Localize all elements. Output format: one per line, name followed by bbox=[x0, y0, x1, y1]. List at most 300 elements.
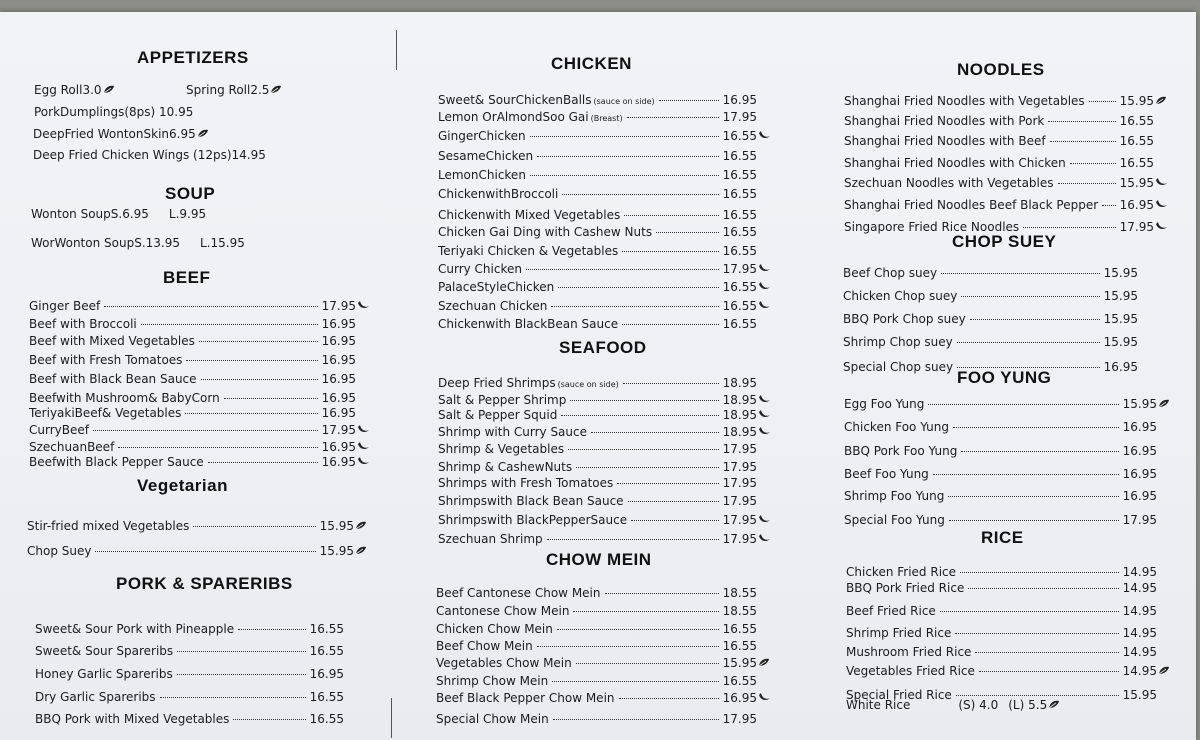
leaf-icon bbox=[1155, 96, 1167, 105]
leader-dots bbox=[1070, 163, 1116, 164]
leader-dots bbox=[622, 324, 719, 325]
menu-item bbox=[438, 298, 770, 314]
menu-item bbox=[844, 155, 1167, 171]
menu-item bbox=[27, 518, 367, 534]
item-name: Sweet& SourChickenBalls bbox=[438, 93, 592, 107]
leader-dots bbox=[957, 342, 1100, 343]
spicy-icon bbox=[357, 424, 369, 434]
item-price: 16.55 bbox=[1119, 134, 1154, 148]
noodles-heading: NOODLES bbox=[957, 60, 1045, 79]
menu-item bbox=[438, 167, 770, 183]
item-price: 16.55 bbox=[722, 244, 757, 258]
item-name: Shanghai Fried Noodles with Vegetables bbox=[844, 94, 1085, 108]
item-price: 16.95 bbox=[321, 372, 356, 386]
menu-item bbox=[438, 475, 770, 491]
item-name: Beef Black Pepper Chow Mein bbox=[436, 691, 615, 705]
item-price: 17.95 bbox=[1119, 220, 1154, 234]
item-price: 15.95 bbox=[1122, 397, 1157, 411]
menu-item-wonton-skin: DeepFried WontonSkin 6.95 bbox=[33, 126, 371, 142]
item-price: 16.95 bbox=[321, 406, 356, 420]
item-price: 15.95 bbox=[319, 544, 354, 558]
item-price: 16.95 bbox=[321, 391, 356, 405]
item-price: 17.95 bbox=[321, 299, 356, 313]
item-price: 16.55 bbox=[722, 208, 757, 222]
leader-dots bbox=[627, 117, 719, 118]
leader-dots bbox=[553, 719, 719, 720]
item-name: PalaceStyleChicken bbox=[438, 280, 555, 294]
chicken-heading: CHICKEN bbox=[551, 54, 632, 73]
leader-dots bbox=[118, 447, 317, 448]
menu-item bbox=[35, 643, 357, 659]
item-name: Mushroom Fried Rice bbox=[846, 645, 972, 659]
menu-item bbox=[844, 488, 1170, 504]
item-name: ChickenwithBroccoli bbox=[438, 187, 559, 201]
item-price: 16.95 bbox=[722, 93, 757, 107]
menu-item bbox=[438, 441, 770, 457]
leader-dots bbox=[624, 215, 718, 216]
menu-item bbox=[846, 580, 1170, 596]
menu-item bbox=[438, 243, 770, 259]
item-name: SzechuanBeef bbox=[29, 440, 115, 454]
item-price: 16.55 bbox=[722, 317, 757, 331]
item-price: 16.55 bbox=[722, 622, 757, 636]
leader-dots bbox=[557, 629, 719, 630]
item-price: 16.55 bbox=[309, 690, 344, 704]
item-price: 16.95 bbox=[321, 440, 356, 454]
item-name: Shrimp & CashewNuts bbox=[438, 460, 573, 474]
menu-item bbox=[438, 92, 770, 108]
leader-dots bbox=[141, 324, 318, 325]
leader-dots bbox=[547, 539, 719, 540]
menu-item bbox=[35, 621, 357, 637]
leader-dots bbox=[573, 611, 718, 612]
spicy-icon bbox=[1155, 177, 1167, 187]
spicy-icon bbox=[758, 533, 770, 543]
item-name: Beef with Fresh Tomatoes bbox=[29, 353, 183, 367]
item-note: (sauce on side) bbox=[593, 97, 655, 106]
menu-item-chicken-wings: Deep Fried Chicken Wings (12ps) 14.95 bbox=[33, 148, 266, 162]
leader-dots bbox=[659, 100, 719, 101]
item-price: 18.95 bbox=[722, 408, 757, 422]
item-name: Shrimp Foo Yung bbox=[844, 489, 945, 503]
menu-item bbox=[29, 316, 369, 332]
item-note: (sauce on side) bbox=[557, 380, 619, 389]
leader-dots bbox=[104, 306, 317, 307]
leader-dots bbox=[933, 474, 1119, 475]
leader-dots bbox=[970, 319, 1100, 320]
item-name: Szechuan Chicken bbox=[438, 299, 548, 313]
spicy-icon bbox=[758, 263, 770, 273]
item-price: 16.55 bbox=[309, 712, 344, 726]
item-name: Curry Chicken bbox=[438, 262, 522, 276]
item-price: 18.55 bbox=[722, 586, 757, 600]
spicy-icon bbox=[758, 409, 770, 419]
leader-dots bbox=[979, 671, 1119, 672]
item-price: 16.95 bbox=[722, 691, 757, 705]
item-price: 17.95 bbox=[1122, 513, 1157, 527]
leader-dots bbox=[975, 652, 1118, 653]
item-name: Special Fried Rice bbox=[846, 688, 952, 702]
item-name: Chickenwith Mixed Vegetables bbox=[438, 208, 621, 222]
menu-item bbox=[843, 288, 1151, 304]
item-price: 16.95 bbox=[321, 455, 356, 469]
item-name: Deep Fried Shrimps bbox=[438, 376, 556, 390]
seafood-heading: SEAFOOD bbox=[559, 338, 647, 357]
item-name: Beef Cantonese Chow Mein bbox=[436, 586, 601, 600]
item-name: LemonChicken bbox=[438, 168, 526, 182]
leader-dots bbox=[928, 404, 1118, 405]
item-name: Egg Foo Yung bbox=[844, 397, 925, 411]
leader-dots bbox=[1023, 227, 1115, 228]
item-name: Beef Foo Yung bbox=[844, 467, 929, 481]
item-name: Shanghai Fried Noodles with Beef bbox=[844, 134, 1046, 148]
spicy-icon bbox=[758, 394, 770, 404]
item-name: GingerChicken bbox=[438, 129, 526, 143]
menu-item bbox=[846, 603, 1170, 619]
item-price: 18.95 bbox=[722, 425, 757, 439]
menu-item bbox=[843, 311, 1151, 327]
item-price: 16.55 bbox=[309, 622, 344, 636]
item-name: Szechuan Noodles with Vegetables bbox=[844, 176, 1054, 190]
item-name: Szechuan Shrimp bbox=[438, 532, 543, 546]
item-price: 16.55 bbox=[722, 187, 757, 201]
spicy-icon bbox=[357, 441, 369, 451]
item-name: Chickenwith BlackBean Sauce bbox=[438, 317, 619, 331]
leader-dots bbox=[185, 413, 317, 414]
item-price: 16.95 bbox=[321, 353, 356, 367]
menu-item bbox=[29, 439, 369, 455]
leader-dots bbox=[561, 415, 718, 416]
leader-dots bbox=[530, 136, 719, 137]
menu-item bbox=[29, 333, 369, 349]
column-divider bbox=[396, 30, 397, 70]
foo-yung-heading: FOO YUNG bbox=[957, 368, 1052, 387]
leader-dots bbox=[617, 483, 718, 484]
item-name: Special Foo Yung bbox=[844, 513, 945, 527]
menu-item bbox=[844, 443, 1170, 459]
menu-item bbox=[29, 390, 369, 406]
item-price: 16.55 bbox=[722, 225, 757, 239]
item-price: 14.95 bbox=[1122, 626, 1157, 640]
menu-item bbox=[844, 419, 1170, 435]
leaf-icon bbox=[1158, 666, 1170, 675]
item-name: Chicken Gai Ding with Cashew Nuts bbox=[438, 225, 653, 239]
menu-item bbox=[436, 638, 770, 654]
menu-item-white-rice: White Rice (S) 4.0 (L) 5.5 bbox=[846, 697, 1170, 713]
item-name: Vegetables Chow Mein bbox=[436, 656, 572, 670]
item-name: Shrimpswith BlackPepperSauce bbox=[438, 513, 628, 527]
item-price: 14.95 bbox=[1122, 565, 1157, 579]
column-divider bbox=[391, 698, 392, 738]
spicy-icon bbox=[758, 692, 770, 702]
menu-item bbox=[29, 371, 369, 387]
item-price: 16.55 bbox=[722, 129, 757, 143]
leaf-icon bbox=[355, 546, 367, 555]
leader-dots bbox=[1102, 205, 1116, 206]
spicy-icon bbox=[758, 300, 770, 310]
item-name: Shrimpswith Black Bean Sauce bbox=[438, 494, 624, 508]
menu-item bbox=[438, 207, 770, 223]
menu-item bbox=[436, 585, 770, 601]
item-price: 16.55 bbox=[722, 149, 757, 163]
item-name: Shanghai Fried Noodles Beef Black Pepper bbox=[844, 198, 1099, 212]
leader-dots bbox=[552, 681, 718, 682]
menu-item bbox=[438, 493, 770, 509]
rice-heading: RICE bbox=[981, 528, 1024, 547]
leader-dots bbox=[949, 520, 1119, 521]
menu-item bbox=[436, 711, 770, 727]
menu-item bbox=[438, 512, 770, 528]
item-price: 16.55 bbox=[1119, 156, 1154, 170]
item-price: 18.95 bbox=[722, 393, 757, 407]
spicy-icon bbox=[758, 426, 770, 436]
menu-item bbox=[844, 466, 1170, 482]
item-name: BBQ Pork with Mixed Vegetables bbox=[35, 712, 230, 726]
menu-item bbox=[29, 454, 369, 470]
leader-dots bbox=[605, 593, 719, 594]
leader-dots bbox=[95, 551, 315, 552]
leader-dots bbox=[193, 526, 315, 527]
menu-item bbox=[438, 128, 770, 144]
menu-item bbox=[846, 663, 1170, 679]
menu-item bbox=[29, 422, 369, 438]
menu-item bbox=[844, 512, 1170, 528]
menu-item-soup: Wonton Soup S.6.95 L.9.95 bbox=[31, 207, 207, 221]
item-note: (Breast) bbox=[590, 114, 623, 123]
menu-item bbox=[29, 352, 369, 368]
item-name: Sweet& Sour Pork with Pineapple bbox=[35, 622, 235, 636]
item-name: Shrimp Fried Rice bbox=[846, 626, 952, 640]
item-price: 16.95 bbox=[1103, 360, 1138, 374]
soup-heading: SOUP bbox=[165, 184, 216, 203]
item-name: Stir-fried mixed Vegetables bbox=[27, 519, 190, 533]
spicy-icon bbox=[357, 456, 369, 466]
item-name: Beef with Mixed Vegetables bbox=[29, 334, 195, 348]
item-price: 15.95 bbox=[1103, 266, 1138, 280]
chow-mein-heading: CHOW MEIN bbox=[546, 550, 652, 569]
leader-dots bbox=[591, 432, 719, 433]
leader-dots bbox=[1050, 141, 1116, 142]
item-price: 17.95 bbox=[722, 494, 757, 508]
item-price: 14.95 bbox=[1122, 664, 1157, 678]
beef-heading: BEEF bbox=[163, 268, 211, 287]
menu-item bbox=[27, 543, 367, 559]
spicy-icon bbox=[1155, 199, 1167, 209]
spicy-icon bbox=[357, 300, 369, 310]
leader-dots bbox=[961, 451, 1118, 452]
menu-item bbox=[844, 175, 1167, 191]
item-price: 17.95 bbox=[722, 476, 757, 490]
item-name: SesameChicken bbox=[438, 149, 534, 163]
item-name: Singapore Fried Rice Noodles bbox=[844, 220, 1020, 234]
leader-dots bbox=[558, 287, 718, 288]
item-name: Special Chop suey bbox=[843, 360, 954, 374]
item-name: Salt & Pepper Squid bbox=[438, 408, 558, 422]
menu-item bbox=[29, 298, 369, 314]
leader-dots bbox=[177, 674, 306, 675]
leader-dots bbox=[961, 296, 1099, 297]
menu-item bbox=[436, 603, 770, 619]
leader-dots bbox=[186, 360, 317, 361]
item-name: Vegetables Fried Rice bbox=[846, 664, 975, 678]
item-price: 18.95 bbox=[722, 376, 757, 390]
leader-dots bbox=[960, 572, 1119, 573]
leaf-icon bbox=[1048, 700, 1060, 709]
spicy-icon bbox=[758, 281, 770, 291]
menu-item-egg-roll: Egg Roll 3.0 bbox=[34, 82, 170, 98]
menu-item bbox=[35, 711, 357, 727]
vegetarian-heading: Vegetarian bbox=[137, 476, 228, 495]
leader-dots bbox=[199, 341, 318, 342]
leader-dots bbox=[656, 232, 719, 233]
leader-dots bbox=[1048, 121, 1115, 122]
spicy-icon bbox=[758, 130, 770, 140]
leaf-icon bbox=[758, 658, 770, 667]
menu-item bbox=[436, 690, 770, 706]
leader-dots bbox=[940, 611, 1119, 612]
item-price: 16.95 bbox=[1122, 444, 1157, 458]
item-name: Honey Garlic Spareribs bbox=[35, 667, 173, 681]
item-price: 15.95 bbox=[1103, 289, 1138, 303]
item-price: 14.95 bbox=[1122, 604, 1157, 618]
menu-item bbox=[438, 279, 770, 295]
item-name: Shrimp & Vegetables bbox=[438, 442, 565, 456]
leader-dots bbox=[1058, 183, 1116, 184]
item-price: 16.55 bbox=[309, 644, 344, 658]
menu-item bbox=[438, 224, 770, 240]
item-price: 16.55 bbox=[722, 639, 757, 653]
item-price: 15.95 bbox=[1103, 335, 1138, 349]
menu-item-soup: WorWonton Soup S.13.95 L.15.95 bbox=[31, 236, 245, 250]
leader-dots bbox=[568, 449, 719, 450]
item-name: Shrimp with Curry Sauce bbox=[438, 425, 587, 439]
item-name: Chicken Chop suey bbox=[843, 289, 958, 303]
menu-page bbox=[0, 12, 1196, 740]
leader-dots bbox=[526, 269, 719, 270]
menu-item bbox=[35, 666, 357, 682]
item-price: 14.95 bbox=[1122, 581, 1157, 595]
item-price: 16.55 bbox=[722, 299, 757, 313]
item-name: Salt & Pepper Shrimp bbox=[438, 393, 567, 407]
item-name: Beef with Black Bean Sauce bbox=[29, 372, 197, 386]
menu-item bbox=[846, 625, 1170, 641]
item-price: 16.95 bbox=[321, 317, 356, 331]
item-price: 16.95 bbox=[1122, 489, 1157, 503]
menu-item-pork-dumplings: PorkDumplings (8ps) 10.95 bbox=[34, 105, 194, 119]
leader-dots bbox=[623, 383, 719, 384]
item-name: Shanghai Fried Noodles with Pork bbox=[844, 114, 1045, 128]
menu-item bbox=[844, 197, 1167, 213]
leader-dots bbox=[631, 520, 719, 521]
menu-item bbox=[843, 265, 1151, 281]
menu-item bbox=[844, 113, 1167, 129]
item-price: 18.55 bbox=[722, 604, 757, 618]
leader-dots bbox=[224, 398, 318, 399]
menu-item bbox=[438, 407, 770, 423]
leader-dots bbox=[562, 194, 718, 195]
leader-dots bbox=[955, 633, 1118, 634]
leader-dots bbox=[956, 695, 1119, 696]
item-name: Shrimp Chop suey bbox=[843, 335, 953, 349]
menu-item bbox=[438, 148, 770, 164]
leader-dots bbox=[628, 501, 719, 502]
leader-dots bbox=[576, 467, 719, 468]
item-name: Shrimp Chow Mein bbox=[436, 674, 549, 688]
item-name: Beef Chop suey bbox=[843, 266, 938, 280]
item-price: 16.55 bbox=[1119, 114, 1154, 128]
leader-dots bbox=[93, 430, 318, 431]
leader-dots bbox=[551, 306, 718, 307]
menu-item bbox=[35, 689, 357, 705]
leader-dots bbox=[537, 156, 719, 157]
item-price: 16.55 bbox=[722, 674, 757, 688]
menu-item bbox=[438, 316, 770, 332]
item-name: TeriyakiBeef& Vegetables bbox=[29, 406, 182, 420]
menu-item bbox=[438, 109, 770, 125]
item-price: 17.95 bbox=[722, 110, 757, 124]
item-price: 16.95 bbox=[1122, 467, 1157, 481]
item-name: Chicken Fried Rice bbox=[846, 565, 957, 579]
item-name: Special Chow Mein bbox=[436, 712, 549, 726]
item-price: 16.95 bbox=[309, 667, 344, 681]
menu-item bbox=[438, 261, 770, 277]
menu-item bbox=[438, 375, 770, 391]
leaf-icon bbox=[103, 85, 115, 94]
item-price: 16.95 bbox=[1119, 198, 1154, 212]
menu-item bbox=[846, 564, 1170, 580]
menu-item bbox=[844, 133, 1167, 149]
item-price: 17.95 bbox=[722, 442, 757, 456]
item-price: 15.95 bbox=[1119, 176, 1154, 190]
item-name: Beef with Broccoli bbox=[29, 317, 137, 331]
menu-item bbox=[844, 396, 1170, 412]
menu-item bbox=[436, 673, 770, 689]
item-price: 17.95 bbox=[722, 532, 757, 546]
leader-dots bbox=[233, 719, 305, 720]
leader-dots bbox=[622, 251, 718, 252]
leader-dots bbox=[530, 175, 719, 176]
item-name: Dry Garlic Spareribs bbox=[35, 690, 156, 704]
menu-item bbox=[843, 334, 1151, 350]
appetizers-heading: APPETIZERS bbox=[137, 48, 249, 67]
item-name: Shrimps with Fresh Tomatoes bbox=[438, 476, 614, 490]
leader-dots bbox=[941, 273, 1100, 274]
menu-item bbox=[438, 531, 770, 547]
menu-item bbox=[436, 655, 770, 671]
item-name: BBQ Pork Foo Yung bbox=[844, 444, 958, 458]
leaf-icon bbox=[197, 129, 209, 138]
leaf-icon bbox=[1158, 399, 1170, 408]
menu-item bbox=[846, 644, 1170, 660]
item-name: Chicken Chow Mein bbox=[436, 622, 553, 636]
leader-dots bbox=[570, 400, 718, 401]
item-name: Cantonese Chow Mein bbox=[436, 604, 570, 618]
pork-heading: PORK & SPARERIBS bbox=[116, 574, 293, 593]
leaf-icon bbox=[355, 521, 367, 530]
leader-dots bbox=[177, 651, 305, 652]
item-name: Beef Chow Mein bbox=[436, 639, 533, 653]
item-name: Beefwith Mushroom& BabyCorn bbox=[29, 391, 220, 405]
leader-dots bbox=[619, 698, 719, 699]
menu-item bbox=[438, 459, 770, 475]
item-price: 15.95 bbox=[1103, 312, 1138, 326]
chop-suey-heading: CHOP SUEY bbox=[952, 232, 1057, 251]
leader-dots bbox=[953, 427, 1119, 428]
item-name: Teriyaki Chicken & Vegetables bbox=[438, 244, 619, 258]
leader-dots bbox=[948, 496, 1118, 497]
item-name: BBQ Pork Fried Rice bbox=[846, 581, 965, 595]
leader-dots bbox=[1089, 101, 1116, 102]
